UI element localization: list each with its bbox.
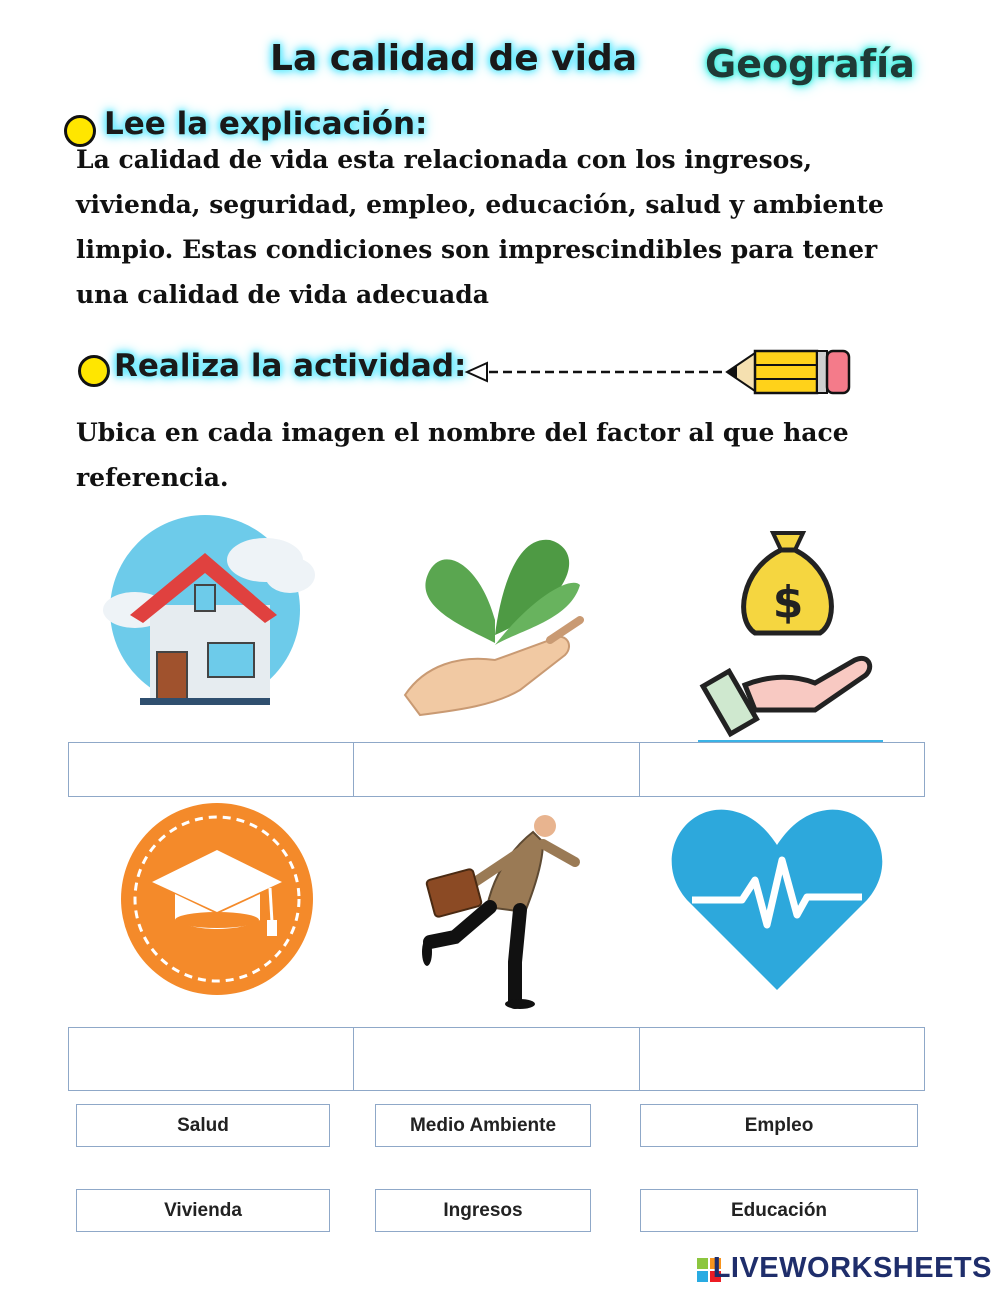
option-ingresos[interactable]: Ingresos xyxy=(375,1189,591,1232)
answer-row-2 xyxy=(68,1027,924,1091)
answer-box-money[interactable] xyxy=(639,742,925,797)
heart-pulse-icon xyxy=(667,805,887,995)
explanation-text: La calidad de vida esta relacionada con los ingresos, vivienda, seguridad, empleo, educación, salud y ambiente limpio. Estas condiciones son imprescindibles para tener una calidad de vida adecuada xyxy=(76,145,884,309)
answer-row-1 xyxy=(68,742,924,797)
svg-text:$: $ xyxy=(772,577,804,628)
graduation-cap-icon xyxy=(120,802,315,997)
pencil-arrow-icon xyxy=(465,345,855,395)
read-heading: Lee la explicación: xyxy=(104,106,428,142)
subject-label: Geografía xyxy=(705,42,915,86)
bullet-dot-icon xyxy=(78,355,110,387)
instruction-text: Ubica en cada imagen el nombre del factor al que hace referencia. xyxy=(76,418,849,492)
answer-box-house[interactable] xyxy=(68,742,354,797)
house-icon xyxy=(105,515,310,710)
answer-box-plant[interactable] xyxy=(353,742,639,797)
option-vivienda[interactable]: Vivienda xyxy=(76,1189,330,1232)
option-educacion[interactable]: Educación xyxy=(640,1189,918,1232)
activity-heading: Realiza la actividad: xyxy=(114,348,467,384)
option-empleo[interactable]: Empleo xyxy=(640,1104,918,1147)
answer-box-runner[interactable] xyxy=(353,1027,639,1091)
answer-box-cap[interactable] xyxy=(68,1027,354,1091)
option-salud[interactable]: Salud xyxy=(76,1104,330,1147)
plant-in-hand-icon xyxy=(400,525,585,715)
running-businessman-icon xyxy=(415,812,585,1012)
answer-box-heart[interactable] xyxy=(639,1027,925,1091)
money-bag-hand-icon xyxy=(695,525,885,747)
option-medio-ambiente[interactable]: Medio Ambiente xyxy=(375,1104,591,1147)
brand-name[interactable]: LIVEWORKSHEETS xyxy=(712,1252,992,1284)
page-title: La calidad de vida xyxy=(270,38,638,79)
